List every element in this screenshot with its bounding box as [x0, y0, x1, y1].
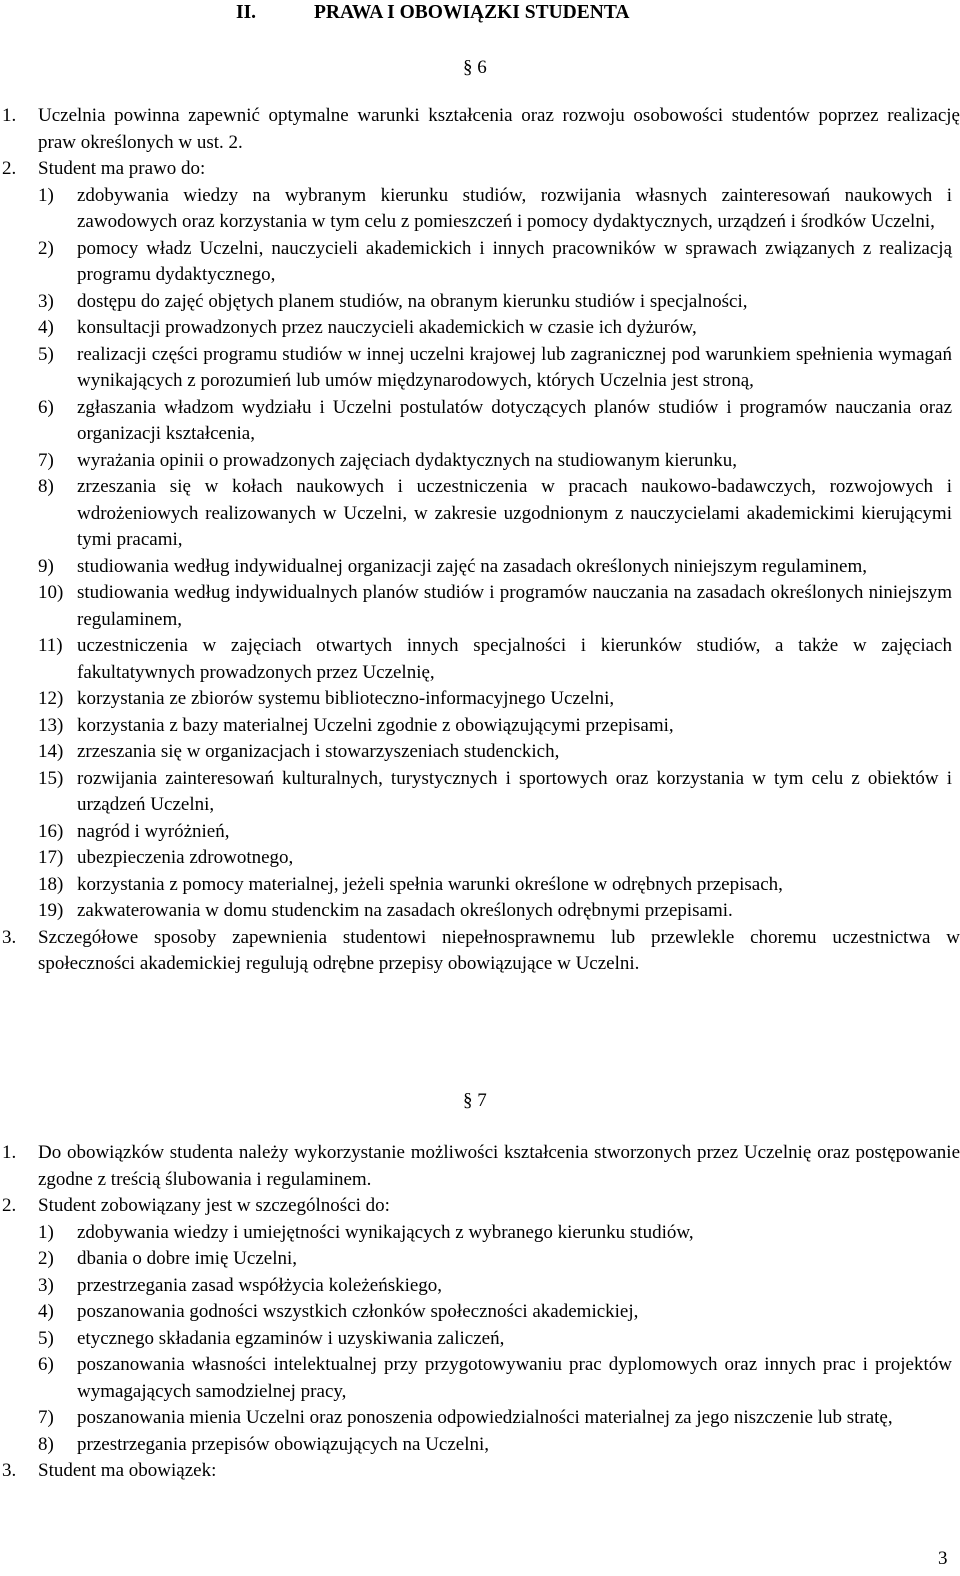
paragraph-number: 3.: [2, 926, 17, 948]
list-item-text: konsultacji prowadzonych przez nauczycieli akademickich w czasie ich dyżurów,: [77, 317, 697, 338]
right-item: [0, 739, 952, 766]
list-item-number: 2): [38, 1248, 54, 1269]
duty-item: [0, 1273, 952, 1300]
paragraph-text: Student ma prawo do:: [38, 158, 206, 179]
page-number: 3: [938, 1548, 948, 1569]
list-item-number: 13): [38, 714, 64, 736]
right-item: [0, 448, 952, 475]
list-item-number: 7): [38, 1407, 54, 1428]
list-item-text: korzystania z bazy materialnej Uczelni zgodnie z obowiązującymi przepisami,: [77, 714, 674, 736]
paragraph-text: Student ma obowiązek:: [38, 1460, 217, 1481]
paragraph-text: Student zobowiązany jest w szczególności do:: [38, 1195, 390, 1216]
paragraph-text: Do obowiązków studenta należy wykorzystanie możliwości kształcenia stworzonych przez Uczelnię oraz postępowanie zgodne z treścią ślubowania i regulaminem.: [38, 1142, 960, 1190]
right-item: [0, 898, 952, 925]
right-item: [0, 633, 952, 686]
paragraph-number: 2.: [2, 158, 17, 179]
list-item-number: 6): [38, 396, 54, 418]
list-item-number: 4): [38, 317, 54, 338]
list-item-text: przestrzegania przepisów obowiązujących na Uczelni,: [77, 1433, 489, 1455]
list-item-text: wyrażania opinii o prowadzonych zajęciach dydaktycznych na studiowanym kierunku,: [77, 449, 738, 471]
paragraph-6-1: [0, 103, 960, 156]
paragraph-number: 1.: [2, 105, 17, 126]
right-item: [0, 554, 952, 581]
list-item-number: 8): [38, 476, 54, 497]
paragraph-number: 2.: [2, 1195, 17, 1216]
list-item-number: 15): [38, 767, 64, 789]
list-item-text: studiowania według indywidualnej organizacji zajęć na zasadach określonych niniejszym regulaminem,: [77, 555, 867, 577]
list-item-text: zrzeszania się w kołach naukowych i uczestniczenia w pracach naukowo-badawczych, rozwojowych i wdrożeniowych realizowanych w Uczelni, w zakresie uzgodnionym z nauczycielami akademickimi kierującymi tymi pracami,: [77, 476, 952, 550]
list-item-text: przestrzegania zasad współżycia koleżeńskiego,: [77, 1274, 443, 1296]
section-6-body: [0, 103, 960, 978]
chapter-title: PRAWA I OBOWIĄZKI STUDENTA: [314, 2, 630, 23]
paragraph-7-1: [0, 1140, 960, 1193]
list-item-text: nagród i wyróżnień,: [77, 820, 230, 842]
list-item-number: 4): [38, 1301, 54, 1322]
list-item-text: poszanowania własności intelektualnej przy przygotowywaniu prac dyplomowych oraz innych prac i projektów wymagających samodzielnej pracy,: [77, 1354, 952, 1402]
list-item-number: 14): [38, 741, 64, 762]
list-item-text: korzystania ze zbiorów systemu biblioteczno-informacyjnego Uczelni,: [77, 688, 615, 709]
list-item-number: 3): [38, 290, 54, 312]
list-item-text: dostępu do zajęć objętych planem studiów, na obranym kierunku studiów i specjalności,: [77, 290, 748, 312]
list-item-text: pomocy władz Uczelni, nauczycieli akademickich i innych pracowników w sprawach związanych z realizacją programu dydaktycznego,: [77, 237, 952, 285]
list-item-text: studiowania według indywidualnych planów studiów i programów nauczania na zasadach określonych niniejszym regulaminem,: [77, 582, 952, 630]
right-item: [0, 845, 952, 872]
list-item-text: dbania o dobre imię Uczelni,: [77, 1248, 298, 1269]
list-item-number: 16): [38, 820, 64, 842]
rights-list: [0, 183, 960, 925]
list-item-text: rozwijania zainteresowań kulturalnych, turystycznych i sportowych oraz korzystania w tym celu z obiektów i urządzeń Uczelni,: [77, 767, 952, 815]
paragraph-text: Szczegółowe sposoby zapewnienia studentowi niepełnosprawnemu lub przewlekle choremu uczestnictwa w społeczności akademickiej regulują odrębne przepisy obowiązujące w Uczelni.: [38, 926, 960, 974]
list-item-text: poszanowania godności wszystkich członków społeczności akademickiej,: [77, 1301, 639, 1322]
list-item-number: 3): [38, 1274, 54, 1296]
list-item-number: 1): [38, 1221, 54, 1243]
duty-item: [0, 1405, 952, 1432]
right-item: [0, 713, 952, 740]
right-item: [0, 686, 952, 713]
right-item: [0, 236, 952, 289]
list-item-text: etycznego składania egzaminów i uzyskiwania zaliczeń,: [77, 1327, 505, 1349]
right-item: [0, 289, 952, 316]
list-item-number: 5): [38, 343, 54, 365]
paragraph-text: Uczelnia powinna zapewnić optymalne warunki kształcenia oraz rozwoju osobowości studentów poprzez realizację praw określonych w ust. 2.: [38, 105, 960, 153]
duty-item: [0, 1352, 952, 1405]
duty-item: [0, 1299, 952, 1326]
right-item: [0, 342, 952, 395]
list-item-text: zdobywania wiedzy na wybranym kierunku studiów, rozwijania własnych zainteresowań naukowych i zawodowych oraz korzystania w tym celu z pomieszczeń i pomocy dydaktycznych, urządzeń i środków Uczelni,: [77, 184, 952, 232]
paragraph-6-3: [0, 925, 960, 978]
list-item-text: korzystania z pomocy materialnej, jeżeli spełnia warunki określone w odrębnych przepisach,: [77, 873, 783, 895]
list-item-text: realizacji części programu studiów w innej uczelni krajowej lub zagranicznej pod warunkiem spełnienia wymagań wynikających z porozumień lub umów międzynarodowych, których Uczelnia jest stroną,: [77, 343, 952, 391]
list-item-number: 10): [38, 582, 64, 603]
paragraph-number: 3.: [2, 1460, 17, 1481]
chapter-number: II.: [236, 2, 257, 23]
list-item-text: zrzeszania się w organizacjach i stowarzyszeniach studenckich,: [77, 741, 560, 762]
section-sign-label: § 6: [463, 57, 487, 78]
list-item-number: 1): [38, 184, 54, 206]
list-item-text: zdobywania wiedzy i umiejętności wynikających z wybranego kierunku studiów,: [77, 1221, 694, 1243]
right-item: [0, 315, 952, 342]
duty-item: [0, 1432, 952, 1459]
duties-list: [0, 1220, 960, 1459]
right-item: [0, 474, 952, 554]
list-item-text: ubezpieczenia zdrowotnego,: [77, 847, 294, 868]
list-item-text: zakwaterowania w domu studenckim na zasadach określonych odrębnymi przepisami.: [77, 900, 733, 921]
list-item-number: 18): [38, 873, 64, 895]
section-7-body: [0, 1140, 960, 1485]
list-item-number: 8): [38, 1433, 54, 1455]
list-item-number: 19): [38, 900, 64, 921]
list-item-number: 2): [38, 237, 54, 259]
right-item: [0, 819, 952, 846]
paragraph-7-2: [0, 1193, 960, 1220]
list-item-text: uczestniczenia w zajęciach otwartych innych specjalności i kierunków studiów, a także w zajęciach fakultatywnych prowadzonych przez Uczelnię,: [77, 635, 952, 683]
list-item-number: 6): [38, 1354, 54, 1375]
right-item: [0, 766, 952, 819]
paragraph-7-3: [0, 1458, 960, 1485]
duty-item: [0, 1246, 952, 1273]
list-item-number: 11): [38, 635, 63, 656]
list-item-text: zgłaszania władzom wydziału i Uczelni postulatów dotyczących planów studiów i programów nauczania oraz organizacji kształcenia,: [77, 396, 952, 444]
right-item: [0, 580, 952, 633]
list-item-text: poszanowania mienia Uczelni oraz ponoszenia odpowiedzialności materialnej za jego niszczenie lub stratę,: [77, 1407, 893, 1428]
list-item-number: 12): [38, 688, 64, 709]
paragraph-6-2: [0, 156, 960, 183]
list-item-number: 9): [38, 555, 54, 577]
paragraph-number: 1.: [2, 1142, 17, 1163]
right-item: [0, 395, 952, 448]
right-item: [0, 872, 952, 899]
right-item: [0, 183, 952, 236]
list-item-number: 7): [38, 449, 54, 471]
list-item-number: 17): [38, 847, 64, 868]
duty-item: [0, 1326, 952, 1353]
list-item-number: 5): [38, 1327, 54, 1349]
duty-item: [0, 1220, 952, 1247]
section-sign-label: § 7: [463, 1090, 487, 1111]
